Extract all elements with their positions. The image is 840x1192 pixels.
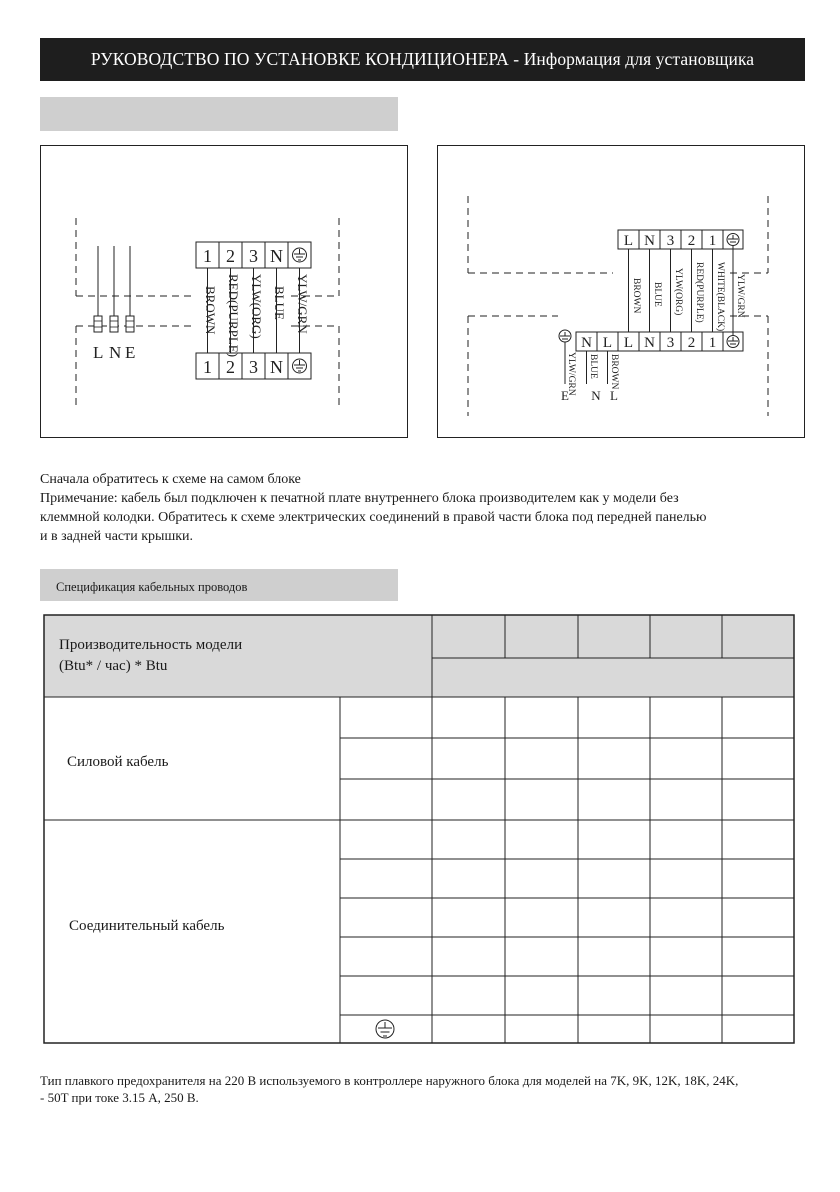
- power-cable-label: Силовой кабель: [67, 754, 169, 770]
- wiring-diagram-right: [437, 145, 805, 438]
- terminal-label: L: [623, 335, 634, 351]
- wire-label: RED(PURPLE): [694, 262, 704, 323]
- terminal-label: 2: [687, 233, 696, 249]
- ground-icon: [559, 330, 571, 342]
- terminal-label: 3: [249, 246, 258, 266]
- terminal-label: 1: [708, 233, 717, 249]
- wire-label: RED(PURPLE): [226, 274, 241, 358]
- terminal-label: N: [581, 335, 592, 351]
- terminal-label: 2: [226, 246, 235, 266]
- wire-label: BLUE: [588, 354, 598, 379]
- spec-section-title: [40, 569, 398, 601]
- supply-letter: E: [561, 388, 569, 403]
- note-line: клеммной колодки. Обратитесь к схеме электрических соединений в правой части блока под передней панелью: [40, 510, 707, 525]
- terminal-label: 2: [226, 357, 235, 377]
- terminal-label: N: [644, 335, 655, 351]
- terminal-label: 3: [666, 335, 675, 351]
- terminal-label: N: [644, 233, 655, 249]
- cable-spec-table: [43, 614, 795, 1044]
- wiring-diagram-left: [40, 145, 408, 438]
- terminal-label: 3: [249, 357, 258, 377]
- note-line: и в задней части крышки.: [40, 529, 194, 544]
- note-line: Примечание: кабель был подключен к печатной плате внутреннего блока производителем как у модели без: [40, 491, 679, 506]
- wire-label: YLW/GRN: [735, 274, 745, 318]
- connecting-cable-label: Соединительный кабель: [69, 918, 225, 934]
- terminal-label: 1: [203, 357, 212, 377]
- fuse-footnote: [40, 1072, 810, 1106]
- supply-letter: N: [591, 388, 601, 403]
- note-line: Сначала обратитесь к схеме на самом блоке: [40, 472, 301, 487]
- terminal-label: L: [623, 233, 634, 249]
- wire-label: BROWN: [203, 286, 218, 335]
- footnote-line: Тип плавкого предохранителя на 220 В используемого в контроллере наружного блока для моделей на 7K, 9K, 12K, 18K, 24K,: [40, 1073, 739, 1088]
- power-label-l: L: [93, 343, 104, 362]
- wire-label: BROWN: [609, 354, 619, 390]
- terminal-label: 2: [687, 335, 696, 351]
- terminal-label: 1: [708, 335, 717, 351]
- supply-letter: L: [610, 388, 618, 403]
- power-label-e: E: [125, 343, 136, 362]
- wire-label: BROWN: [631, 278, 641, 314]
- wire-label: YLW(ORG): [673, 268, 683, 316]
- model-capacity-label: Производительность модели: [59, 637, 243, 653]
- footnote-line: - 50T при токе 3.15 A, 250 В.: [40, 1090, 199, 1105]
- installation-note: [40, 470, 810, 546]
- terminal-label: N: [270, 246, 283, 266]
- power-label-n: N: [109, 343, 122, 362]
- page-title: РУКОВОДСТВО ПО УСТАНОВКЕ КОНДИЦИОНЕРА - Информация для установщика: [90, 49, 755, 69]
- ground-icon: [376, 1020, 394, 1038]
- terminal-label: 1: [203, 246, 212, 266]
- wire-label: BLUE: [652, 282, 662, 307]
- terminal-label: N: [270, 357, 283, 377]
- spec-title: Спецификация кабельных проводов: [56, 580, 248, 594]
- wire-label: WHITE(BLACK): [715, 262, 725, 332]
- wire-label: BLUE: [272, 286, 287, 320]
- wire-label: YLW/GRN: [295, 274, 310, 334]
- page-header: [40, 38, 805, 81]
- wire-label: YLW/GRN: [566, 352, 576, 396]
- wire-label: YLW(ORG): [249, 274, 264, 339]
- terminal-label: L: [602, 335, 613, 351]
- section-bar: [40, 97, 398, 131]
- terminal-label: 3: [666, 233, 675, 249]
- model-capacity-unit: (Btu* / час) * Btu: [59, 658, 168, 674]
